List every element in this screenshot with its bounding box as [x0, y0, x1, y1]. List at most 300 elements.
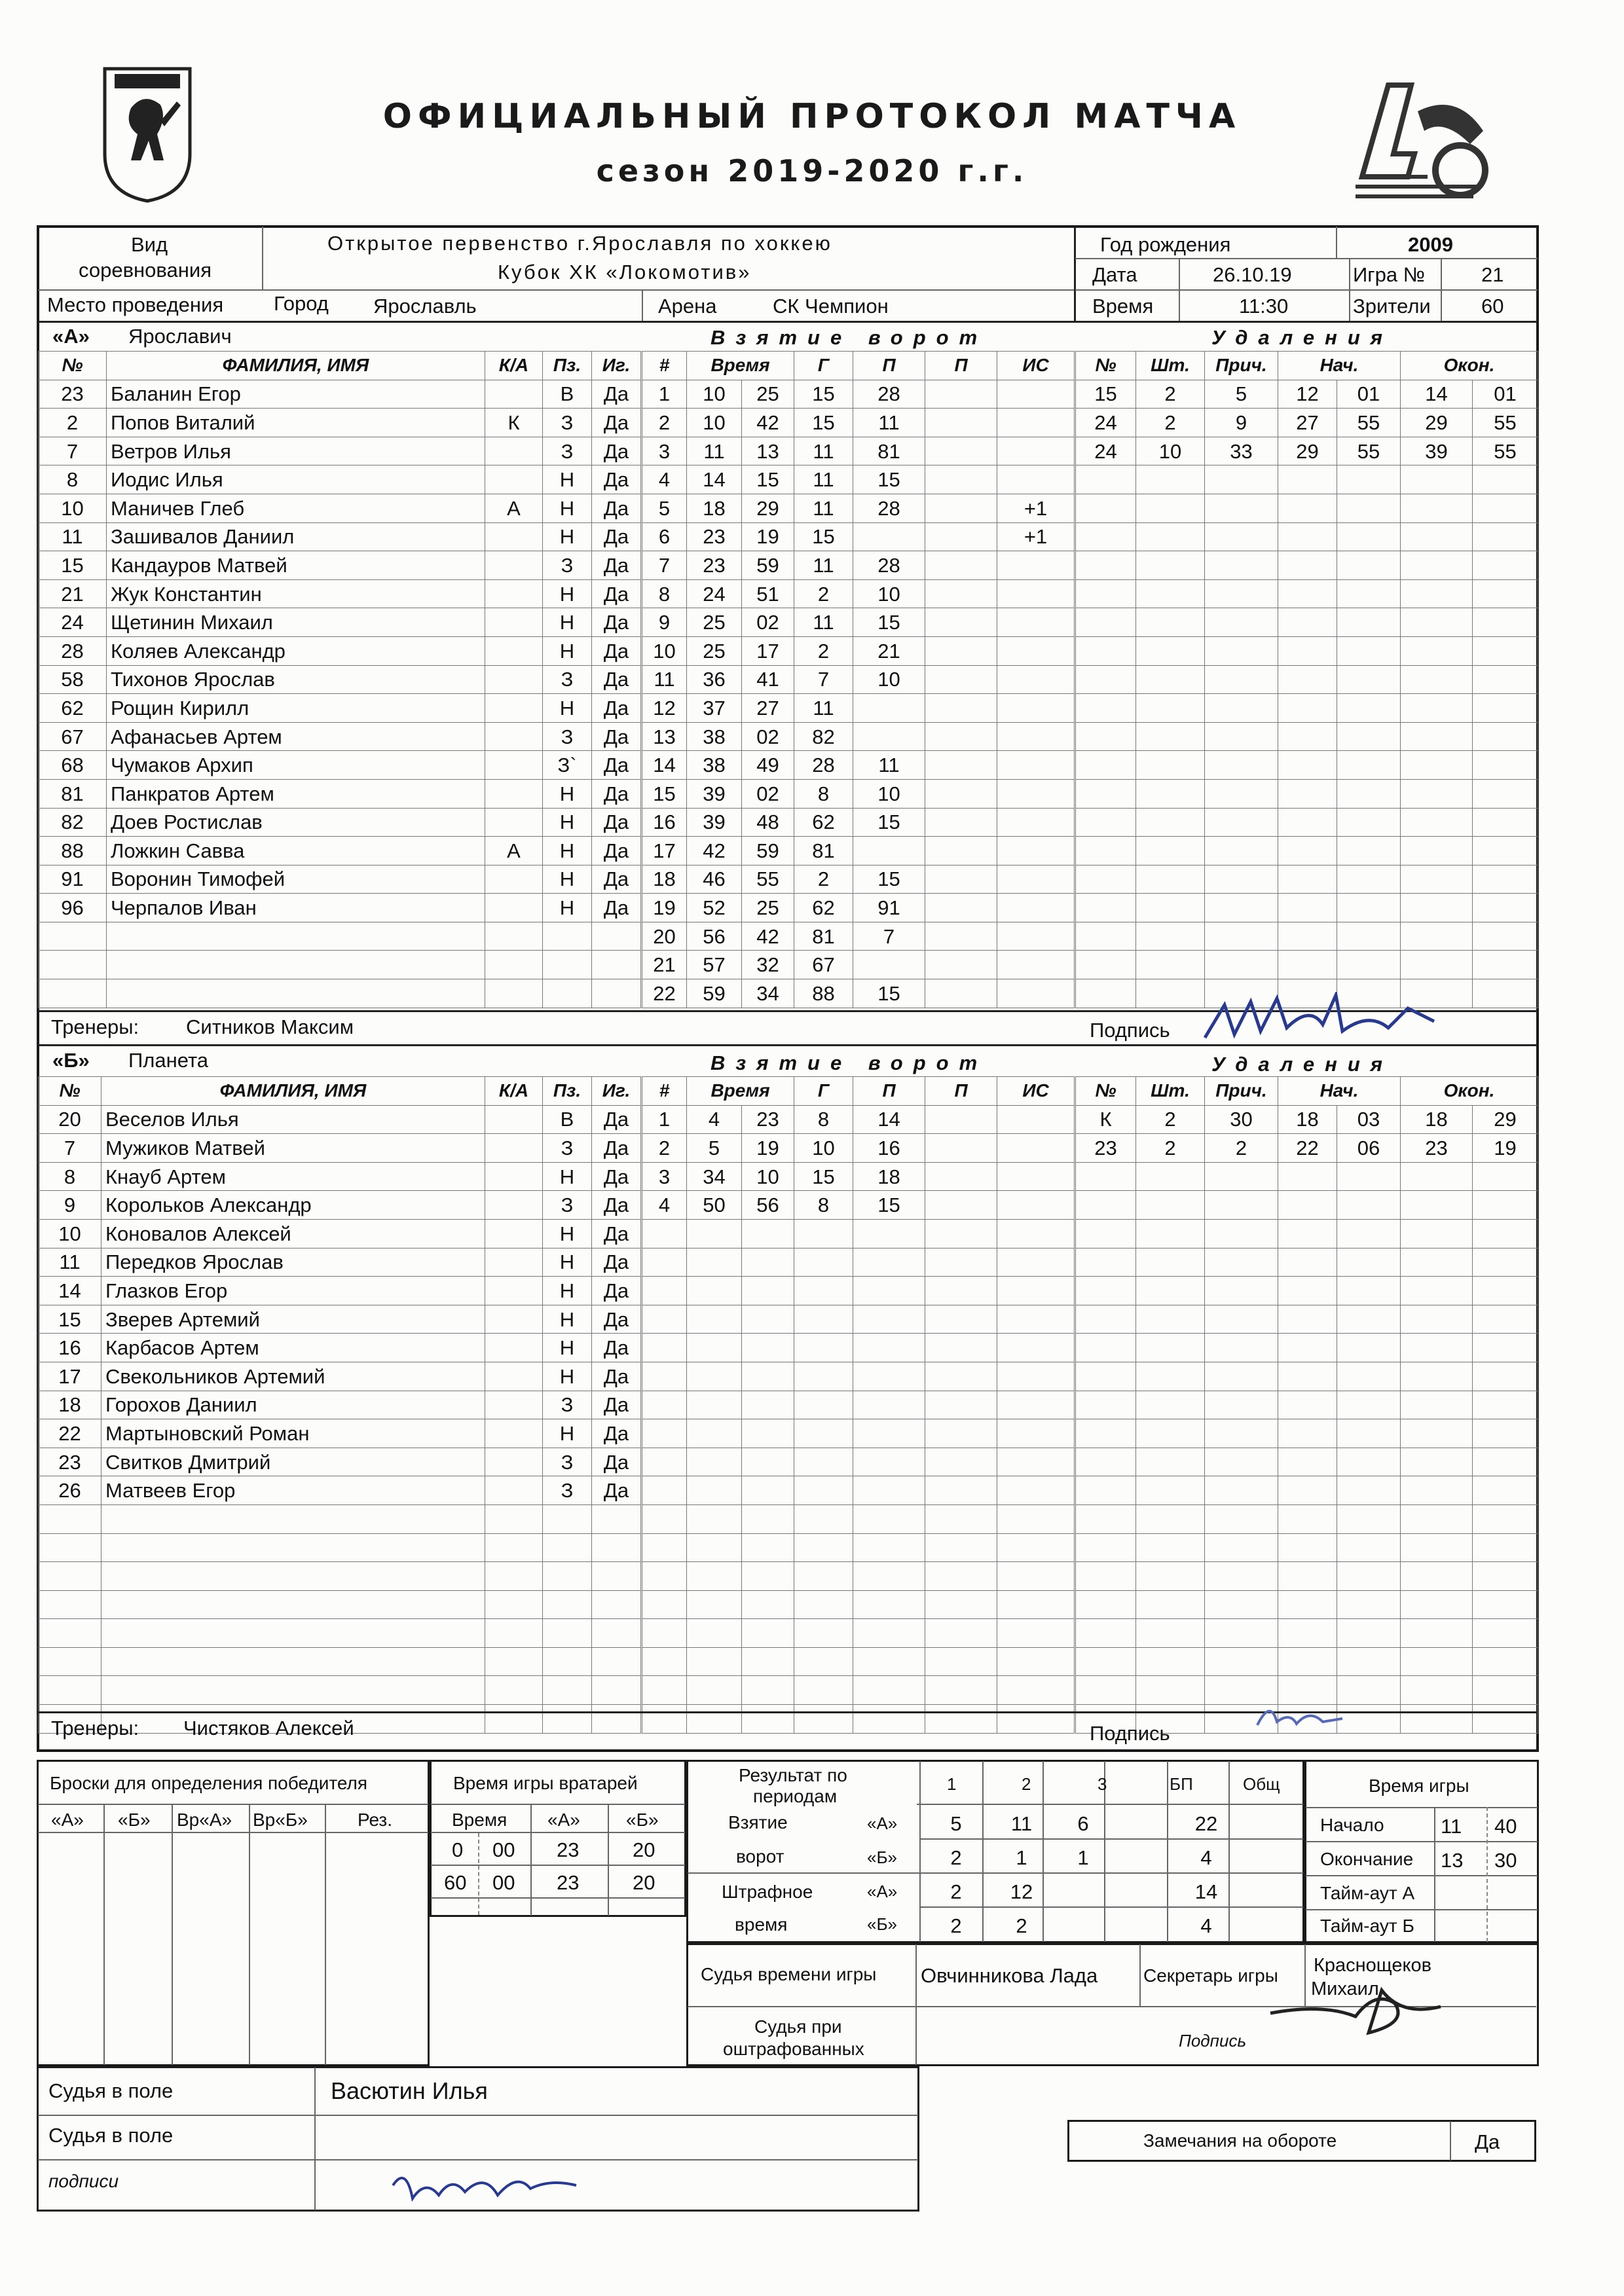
penalty-end-sec	[1473, 837, 1538, 866]
goal-minute	[687, 1504, 742, 1533]
penalty-minutes	[1136, 1191, 1205, 1220]
penalty-end-sec	[1473, 494, 1538, 522]
player-number: 20	[39, 1105, 101, 1134]
goal-number	[642, 1676, 687, 1705]
player-number: 11	[39, 1248, 101, 1277]
table-row	[1076, 1647, 1538, 1676]
table-row	[39, 1590, 641, 1619]
player-played	[592, 1533, 641, 1562]
goal-second: 25	[742, 380, 794, 409]
goal-situation	[997, 979, 1075, 1008]
penalty-end-sec	[1473, 694, 1538, 723]
player-name: Коляев Александр	[107, 636, 485, 665]
penalty-end-min	[1401, 1334, 1473, 1362]
column-header: Шт.	[1136, 1077, 1205, 1106]
table-row	[39, 694, 641, 723]
penalty-start-min	[1278, 922, 1337, 951]
player-number: 26	[39, 1476, 101, 1505]
goal-minute	[687, 1419, 742, 1448]
penalty-player	[1076, 1305, 1136, 1334]
penalty-judge-label: Судья при	[754, 2016, 842, 2037]
player-name: Свекольников Артемий	[101, 1362, 485, 1391]
penalty-start-sec	[1337, 1476, 1401, 1505]
goal-situation	[997, 1676, 1075, 1705]
period-value-goals-b: 1	[1077, 1846, 1089, 1869]
column-header: Шт.	[1136, 352, 1205, 380]
table-row	[39, 465, 641, 494]
period-col-total: Общ	[1243, 1774, 1280, 1794]
goal-minute: 23	[687, 551, 742, 580]
goal-minute: 25	[687, 608, 742, 637]
signs-label: подписи	[48, 2171, 119, 2191]
goal-situation	[997, 1191, 1075, 1220]
officials-sign-label: Подпись	[1179, 2031, 1247, 2050]
secretary-signature	[1264, 1977, 1447, 2049]
player-position: Н	[543, 1248, 592, 1277]
penalty-reason	[1205, 751, 1278, 780]
goal-assist-1	[853, 1647, 925, 1676]
penalty-minutes	[1136, 722, 1205, 751]
player-captain	[485, 551, 543, 580]
player-captain	[485, 894, 543, 922]
table-row	[1076, 1105, 1538, 1134]
goal-situation	[997, 1305, 1075, 1334]
player-name: Глазков Егор	[101, 1277, 485, 1305]
goal-minute	[687, 1305, 742, 1334]
penalty-player	[1076, 1162, 1136, 1191]
table-row	[642, 1419, 1075, 1448]
player-name: Ветров Илья	[107, 437, 485, 465]
player-number: 21	[39, 579, 107, 608]
penalty-player	[1076, 1676, 1136, 1705]
penalty-player	[1076, 1647, 1136, 1676]
goal-second: 29	[742, 494, 794, 522]
table-row	[39, 608, 641, 637]
player-position: З	[543, 551, 592, 580]
player-played: Да	[592, 522, 641, 551]
goal-number: 18	[642, 865, 687, 894]
goal-scorer	[794, 1504, 853, 1533]
penalty-end-min: 18	[1401, 1105, 1473, 1134]
goal-number: 12	[642, 694, 687, 723]
player-name	[107, 979, 485, 1008]
player-played: Да	[592, 380, 641, 409]
goal-minute: 10	[687, 380, 742, 409]
penalty-player	[1076, 1391, 1136, 1419]
player-position: Н	[543, 1277, 592, 1305]
timekeeper-label: Судья времени игры	[701, 1964, 877, 1984]
penalty-start-min	[1278, 779, 1337, 808]
table-row	[1076, 722, 1538, 751]
goal-minute	[687, 1619, 742, 1648]
period-value-goals-b: 4	[1200, 1846, 1212, 1869]
penalty-end-sec	[1473, 1562, 1538, 1591]
penalty-start-min	[1278, 1476, 1337, 1505]
player-name: Панкратов Артем	[107, 779, 485, 808]
player-name: Матвеев Егор	[101, 1476, 485, 1505]
penalty-player: К	[1076, 1105, 1136, 1134]
player-position: Н	[543, 608, 592, 637]
penalty-start-min	[1278, 1419, 1337, 1448]
penalty-start-min	[1278, 579, 1337, 608]
table-row	[39, 1219, 641, 1248]
player-played	[592, 922, 641, 951]
periods-title-2: периодам	[753, 1786, 838, 1806]
player-position: Н	[543, 636, 592, 665]
player-name: Рощин Кирилл	[107, 694, 485, 723]
penalty-minutes	[1136, 1219, 1205, 1248]
penalty-player	[1076, 1504, 1136, 1533]
goal-assist-1: 15	[853, 1191, 925, 1220]
goalie-col-b: «Б»	[626, 1810, 659, 1830]
player-name: Маничев Глеб	[107, 494, 485, 522]
player-position: Н	[543, 694, 592, 723]
table-row	[642, 1162, 1075, 1191]
goal-situation	[997, 1134, 1075, 1163]
column-header: №	[39, 1077, 101, 1106]
table-row	[1076, 1533, 1538, 1562]
goal-assist-2	[925, 1705, 997, 1734]
player-number: 11	[39, 522, 107, 551]
game-time-title: Время игры	[1369, 1776, 1469, 1796]
goal-minute: 34	[687, 1162, 742, 1191]
penalty-end-sec	[1473, 1676, 1538, 1705]
player-name	[101, 1590, 485, 1619]
goal-assist-2	[925, 1191, 997, 1220]
team-b-coaches-label: Тренеры:	[51, 1717, 139, 1740]
period-col-ot: БП	[1170, 1774, 1193, 1794]
penalty-start-sec	[1337, 465, 1401, 494]
player-number	[39, 1590, 101, 1619]
table-row	[642, 494, 1075, 522]
goal-assist-2	[925, 808, 997, 837]
player-name	[101, 1533, 485, 1562]
penalty-end-sec	[1473, 894, 1538, 922]
table-row	[642, 894, 1075, 922]
team-a-penalties	[1075, 351, 1538, 1008]
penalty-start-min	[1278, 1391, 1337, 1419]
table-row	[39, 1504, 641, 1533]
player-name: Иодис Илья	[107, 465, 485, 494]
table-row	[1076, 1391, 1538, 1419]
player-number: 8	[39, 465, 107, 494]
penalty-reason	[1205, 922, 1278, 951]
period-col-2: 2	[1022, 1774, 1031, 1794]
shootout-col-b: «Б»	[118, 1810, 151, 1830]
goal-number: 3	[642, 1162, 687, 1191]
table-row	[39, 380, 641, 409]
table-row	[1076, 1504, 1538, 1533]
penalty-end-min	[1401, 494, 1473, 522]
player-position	[543, 1590, 592, 1619]
goal-situation	[997, 1277, 1075, 1305]
penalty-reason	[1205, 1647, 1278, 1676]
goal-scorer	[794, 1647, 853, 1676]
goal-assist-2	[925, 1219, 997, 1248]
player-name	[107, 922, 485, 951]
table-row	[39, 1533, 641, 1562]
goalie-row2-min: 60	[444, 1871, 467, 1894]
table-row	[1076, 922, 1538, 951]
goal-assist-1: 28	[853, 494, 925, 522]
player-name: Веселов Илья	[101, 1105, 485, 1134]
penalty-minutes: 2	[1136, 409, 1205, 437]
table-row	[642, 551, 1075, 580]
table-row	[1076, 437, 1538, 465]
date-value: 26.10.19	[1213, 263, 1292, 286]
penalty-reason	[1205, 894, 1278, 922]
penalty-end-min: 29	[1401, 409, 1473, 437]
table-row	[1076, 1448, 1538, 1476]
penalty-start-min: 12	[1278, 380, 1337, 409]
penalty-start-min	[1278, 751, 1337, 780]
player-played: Да	[592, 608, 641, 637]
penalty-end-min	[1401, 1590, 1473, 1619]
player-position: З	[543, 1134, 592, 1163]
table-row	[39, 1277, 641, 1305]
penalty-minutes	[1136, 837, 1205, 866]
goal-scorer: 11	[794, 437, 853, 465]
period-value-pim-a: 14	[1194, 1880, 1218, 1903]
goal-second	[742, 1562, 794, 1591]
goal-assist-1: 28	[853, 551, 925, 580]
city-label: Город	[274, 292, 329, 315]
goal-second	[742, 1219, 794, 1248]
goal-scorer: 15	[794, 409, 853, 437]
goal-situation: +1	[997, 494, 1075, 522]
penalty-start-sec	[1337, 579, 1401, 608]
table-row	[642, 409, 1075, 437]
goal-scorer: 15	[794, 522, 853, 551]
column-header: Окон.	[1401, 352, 1538, 380]
player-played	[592, 1619, 641, 1648]
penalty-start-sec	[1337, 1162, 1401, 1191]
column-header: Г	[794, 352, 853, 380]
goal-scorer	[794, 1705, 853, 1734]
penalty-reason	[1205, 1219, 1278, 1248]
goal-scorer: 7	[794, 665, 853, 694]
team-a-goals-title: Взятие ворот	[710, 326, 988, 349]
player-position: Н	[543, 1362, 592, 1391]
goalie-row1-sec: 00	[492, 1838, 515, 1861]
penalty-reason	[1205, 1248, 1278, 1277]
table-row	[39, 1476, 641, 1505]
goal-situation	[997, 837, 1075, 866]
goal-assist-1	[853, 951, 925, 979]
penalty-player	[1076, 751, 1136, 780]
goal-assist-1	[853, 694, 925, 723]
column-header: #	[642, 352, 687, 380]
player-name: Попов Виталий	[107, 409, 485, 437]
time-value: 11:30	[1239, 295, 1289, 318]
table-row	[642, 636, 1075, 665]
goal-number	[642, 1419, 687, 1448]
goal-assist-2	[925, 522, 997, 551]
goal-number: 8	[642, 579, 687, 608]
player-played: Да	[592, 409, 641, 437]
column-header: Г	[794, 1077, 853, 1106]
goal-situation	[997, 694, 1075, 723]
column-header: Иг.	[592, 1077, 641, 1106]
goal-minute: 23	[687, 522, 742, 551]
player-captain	[485, 1448, 543, 1476]
goal-assist-1	[853, 1676, 925, 1705]
player-position: Н	[543, 865, 592, 894]
penalty-start-sec	[1337, 1277, 1401, 1305]
player-captain	[485, 1590, 543, 1619]
penalty-reason	[1205, 608, 1278, 637]
goal-assist-2	[925, 865, 997, 894]
column-header: №	[39, 352, 107, 380]
table-row	[1076, 1219, 1538, 1248]
timekeeper-name: Овчинникова Лада	[921, 1964, 1098, 1987]
goal-minute: 38	[687, 722, 742, 751]
secretary-name-2: Михаил	[1311, 1978, 1379, 1999]
column-header: #	[642, 1077, 687, 1106]
goal-second	[742, 1419, 794, 1448]
table-row	[39, 1448, 641, 1476]
goal-assist-2	[925, 1362, 997, 1391]
penalty-start-min	[1278, 1162, 1337, 1191]
player-number	[39, 1562, 101, 1591]
team-a-name: Ярославич	[128, 325, 232, 348]
penalty-minutes	[1136, 465, 1205, 494]
penalty-reason	[1205, 951, 1278, 979]
goal-assist-2	[925, 1448, 997, 1476]
table-row	[39, 1647, 641, 1676]
penalty-start-sec	[1337, 722, 1401, 751]
player-name: Корольков Александр	[101, 1191, 485, 1220]
player-captain	[485, 522, 543, 551]
penalty-minutes	[1136, 779, 1205, 808]
player-number: 23	[39, 380, 107, 409]
player-position: З	[543, 409, 592, 437]
player-number: 2	[39, 409, 107, 437]
penalty-start-min	[1278, 1504, 1337, 1533]
goal-assist-2	[925, 1105, 997, 1134]
goal-number	[642, 1619, 687, 1648]
penalty-reason: 9	[1205, 409, 1278, 437]
player-captain	[485, 779, 543, 808]
goal-second: 51	[742, 579, 794, 608]
table-row	[642, 951, 1075, 979]
table-row	[642, 837, 1075, 866]
goal-assist-1	[853, 1277, 925, 1305]
shootout-col-a: «А»	[51, 1810, 84, 1830]
goal-assist-1: 15	[853, 979, 925, 1008]
penalty-minutes	[1136, 894, 1205, 922]
goal-scorer: 8	[794, 1191, 853, 1220]
goal-scorer: 88	[794, 979, 853, 1008]
goal-assist-1: 10	[853, 665, 925, 694]
penalty-end-sec	[1473, 1305, 1538, 1334]
goal-number	[642, 1562, 687, 1591]
column-header: Нач.	[1278, 1077, 1401, 1106]
period-col-3: 3	[1098, 1774, 1107, 1794]
period-value-pim-b: 2	[950, 1914, 962, 1937]
player-captain	[485, 465, 543, 494]
table-row	[1076, 1590, 1538, 1619]
penalty-start-min	[1278, 1277, 1337, 1305]
goal-assist-1	[853, 722, 925, 751]
column-header: ИС	[997, 1077, 1075, 1106]
goal-minute: 11	[687, 437, 742, 465]
penalty-minutes	[1136, 865, 1205, 894]
goal-number: 15	[642, 779, 687, 808]
player-captain	[485, 437, 543, 465]
column-header: Окон.	[1401, 1077, 1538, 1106]
goal-assist-1: 15	[853, 608, 925, 637]
penalty-end-min	[1401, 636, 1473, 665]
goals-header	[642, 352, 1075, 380]
goal-minute: 36	[687, 665, 742, 694]
player-captain	[485, 694, 543, 723]
penalty-player	[1076, 1619, 1136, 1648]
pim-label: Штрафное	[722, 1882, 813, 1902]
penalty-end-min	[1401, 751, 1473, 780]
goal-assist-2	[925, 380, 997, 409]
goal-assist-2	[925, 951, 997, 979]
goal-assist-1: 7	[853, 922, 925, 951]
goal-second: 48	[742, 808, 794, 837]
penalty-start-sec	[1337, 494, 1401, 522]
player-captain: К	[485, 409, 543, 437]
player-name	[101, 1619, 485, 1648]
player-number: 22	[39, 1419, 101, 1448]
goal-assist-2	[925, 494, 997, 522]
goal-number	[642, 1305, 687, 1334]
penalty-start-sec	[1337, 1619, 1401, 1648]
goal-second	[742, 1248, 794, 1277]
goal-scorer: 8	[794, 1105, 853, 1134]
player-number: 10	[39, 1219, 101, 1248]
player-captain	[485, 1562, 543, 1591]
penalty-minutes	[1136, 951, 1205, 979]
goalie-row2-a: 23	[557, 1871, 580, 1894]
penalty-end-sec	[1473, 665, 1538, 694]
period-value-goals-a: 22	[1194, 1812, 1218, 1835]
penalty-start-min	[1278, 694, 1337, 723]
penalty-end-min	[1401, 722, 1473, 751]
goal-minute	[687, 1219, 742, 1248]
goal-minute: 59	[687, 979, 742, 1008]
goal-assist-2	[925, 751, 997, 780]
penalty-player	[1076, 579, 1136, 608]
player-played: Да	[592, 437, 641, 465]
player-number: 28	[39, 636, 107, 665]
goal-minute	[687, 1362, 742, 1391]
player-position: Н	[543, 808, 592, 837]
goal-number	[642, 1476, 687, 1505]
penalty-reason	[1205, 779, 1278, 808]
goal-scorer: 15	[794, 380, 853, 409]
player-position: З	[543, 1476, 592, 1505]
goal-minute	[687, 1334, 742, 1362]
penalty-start-min	[1278, 465, 1337, 494]
shootout-box	[37, 1760, 430, 2066]
player-captain	[485, 751, 543, 780]
team-a-goals	[642, 351, 1075, 1008]
player-name	[101, 1504, 485, 1533]
penalty-end-sec	[1473, 1590, 1538, 1619]
goal-number: 13	[642, 722, 687, 751]
end-minute: 30	[1494, 1849, 1517, 1872]
player-played: Да	[592, 1362, 641, 1391]
table-row	[642, 1362, 1075, 1391]
goal-number	[642, 1334, 687, 1362]
goal-scorer: 15	[794, 1162, 853, 1191]
goal-assist-1: 81	[853, 437, 925, 465]
